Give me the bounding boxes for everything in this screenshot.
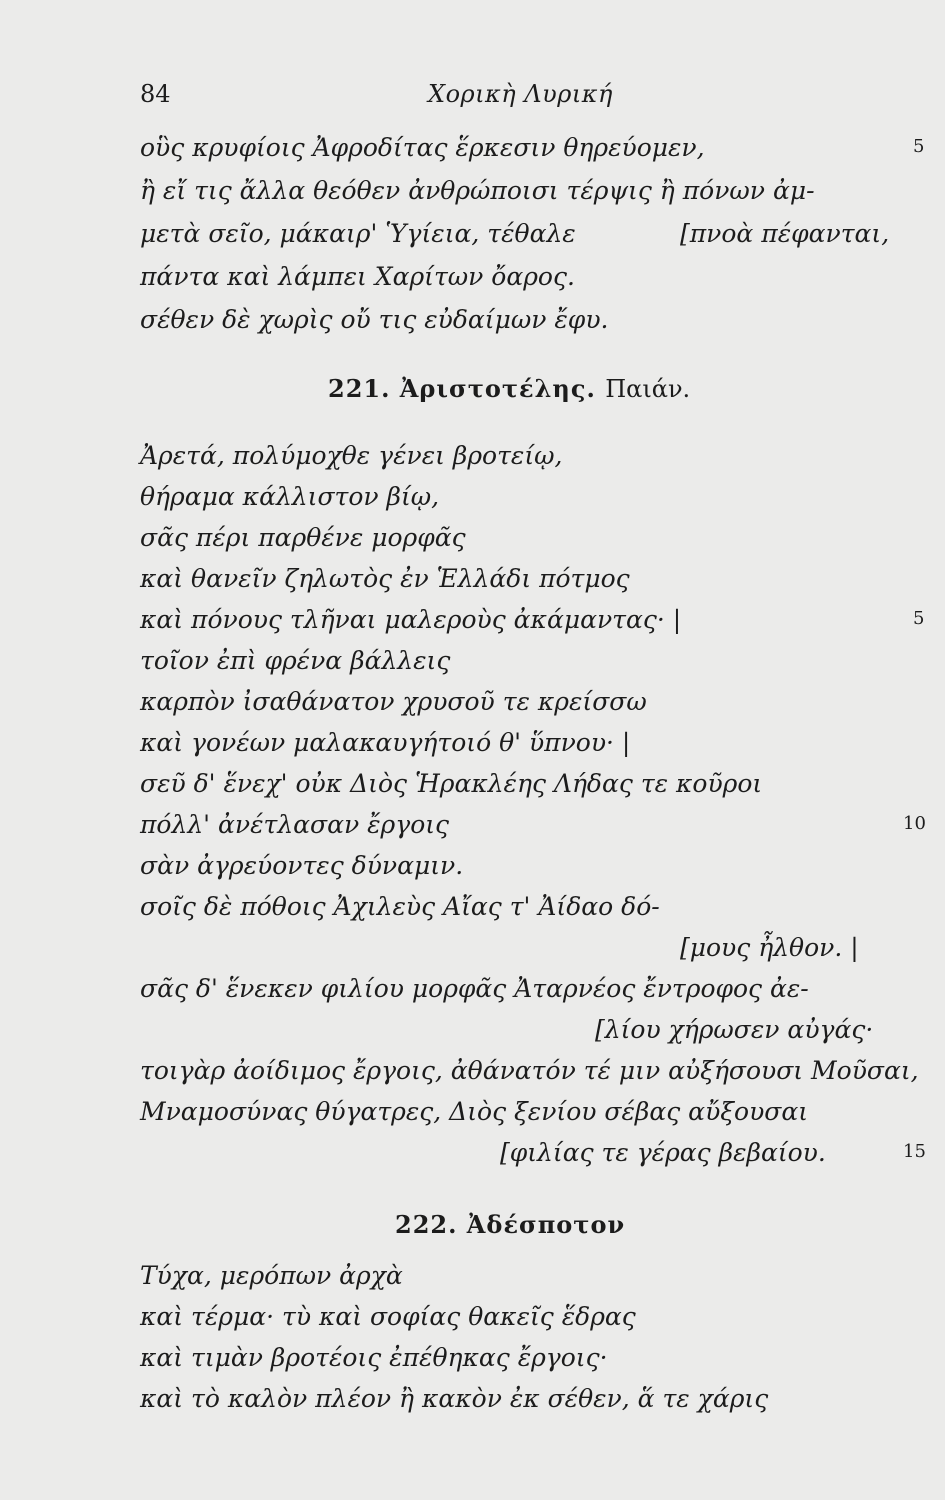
verse-line: σοῖς δὲ πόθοις Ἀχιλεὺς Αἴας τ' Ἀίδαο δό- — [140, 892, 660, 921]
text-line: μετὰ σεῖο, μάκαιρ' Ὑγίεια, τέθαλε — [140, 219, 576, 248]
verse-line: καὶ τιμὰν βροτέοις ἐπέθηκας ἔργοις· — [140, 1343, 608, 1372]
verse-line: θήραμα κάλλιστον βίῳ, — [140, 482, 440, 511]
verse-line: καρπὸν ἰσαθάνατον χρυσοῦ τε κρείσσω — [140, 687, 647, 716]
text-line: ἢ εἴ τις ἄλλα θεόθεν ἀνθρώποισι τέρψις ἢ πόνων ἀμ- — [140, 176, 815, 205]
verse-line: σὰν ἀγρεύοντες δύναμιν. — [140, 851, 464, 880]
line-number: 5 — [913, 608, 925, 629]
section-heading-222 — [395, 1210, 625, 1239]
line-number: 15 — [903, 1141, 926, 1162]
verse-line: σεῦ δ' ἕνεχ' οὐκ Διὸς Ἡρακλέης Λήδας τε κοῦροι — [140, 769, 763, 798]
section-heading-subtitle: Παιάν. — [605, 375, 691, 403]
text-line: σέθεν δὲ χωρὶς οὔ τις εὐδαίμων ἔφυ. — [140, 305, 609, 334]
verse-line-continuation: [λίου χήρωσεν αὐγάς· — [595, 1015, 874, 1044]
section-heading-title: 222. Ἀδέσποτον — [395, 1210, 626, 1239]
verse-line: σᾶς πέρι παρθένε μορφᾶς — [140, 523, 466, 552]
line-number: 10 — [903, 813, 926, 834]
page-number: 84 — [140, 80, 171, 108]
verse-line: πόλλ' ἀνέτλασαν ἔργοις — [140, 810, 450, 839]
verse-line: καὶ τέρμα· τὺ καὶ σοφίας θακεῖς ἕδρας — [140, 1302, 636, 1331]
verse-line: τοιγὰρ ἀοίδιμος ἔργοις, ἀθάνατόν τέ μιν αὐξήσουσι Μοῦσαι, — [140, 1056, 919, 1085]
section-heading-221 — [328, 374, 690, 403]
verse-line: καὶ γονέων μαλακαυγήτοιό θ' ὕπνου· | — [140, 728, 631, 757]
verse-line: καὶ πόνους τλῆναι μαλεροὺς ἀκάμαντας· | — [140, 605, 682, 634]
verse-line: Τύχα, μερόπων ἀρχὰ — [140, 1261, 403, 1290]
verse-line: σᾶς δ' ἕνεκεν φιλίου μορφᾶς Ἀταρνέος ἔντροφος ἀε- — [140, 974, 809, 1003]
verse-line: τοῖον ἐπὶ φρένα βάλλεις — [140, 646, 451, 675]
section-heading-title: 221. Ἀριστοτέλης. — [328, 374, 596, 403]
text-line-continuation: [πνοὰ πέφανται, — [680, 219, 890, 248]
text-line: πάντα καὶ λάμπει Χαρίτων ὄαρος. — [140, 262, 575, 291]
text-line: οὓς κρυφίοις Ἀφροδίτας ἕρκεσιν θηρεύομεν, — [140, 133, 705, 162]
running-title: Χορικὴ Λυρική — [428, 80, 613, 108]
verse-line: καὶ τὸ καλὸν πλέον ἢ κακὸν ἐκ σέθεν, ἅ τε χάρις — [140, 1384, 769, 1413]
verse-line: καὶ θανεῖν ζηλωτὸς ἐν Ἑλλάδι πότμος — [140, 564, 630, 593]
verse-line: Μναμοσύνας θύγατρες, Διὸς ξενίου σέβας αὔξουσαι — [140, 1097, 809, 1126]
line-number: 5 — [913, 136, 925, 157]
verse-line: Ἀρετά, πολύμοχθε γένει βροτείῳ, — [140, 441, 563, 470]
verse-line-continuation: [φιλίας τε γέρας βεβαίου. — [500, 1138, 826, 1167]
verse-line-continuation: [μους ἦλθον. | — [680, 933, 859, 962]
